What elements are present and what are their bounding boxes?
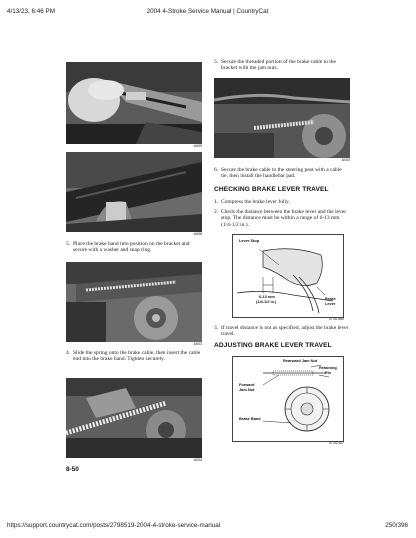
photo-jam-nuts: [214, 78, 350, 158]
print-timestamp: 4/13/23, 6:46 PM: [7, 8, 55, 15]
diagram-brake-adjustment: [232, 356, 344, 442]
label-range-mm: 6-13 mm: [259, 294, 275, 299]
print-url: https://support.countrycat.com/posts/2798519-2004-4-stroke-service-manual: [7, 522, 221, 529]
print-footer: [7, 522, 408, 532]
figure-code: A003: [193, 342, 202, 346]
step-adjust-if-needed: 3. If travel distance is not as specified, adjust the brake lever travel.: [214, 325, 349, 338]
step-slide-spring: 4. Slide the spring onto the brake cable, then insert the cable end into the brake band. Tighten securely.: [66, 350, 201, 363]
heading-checking-brake-lever-travel: CHECKING BRAKE LEVER TRAVEL: [214, 186, 329, 193]
figure-code: 0735-457: [328, 441, 344, 445]
print-page-counter: 250/396: [385, 522, 408, 529]
figure-code: A004: [193, 458, 202, 462]
print-title: 2004 4-Stroke Service Manual | CountryCat: [146, 8, 269, 15]
label-retaining-pin-line1: Retaining: [319, 365, 337, 370]
step-secure-cable-tie: 6. Secure the brake cable to the steering post with a cable tie; then install the handlebar pad.: [214, 167, 342, 180]
print-header: [7, 8, 408, 18]
label-lever-stop: Lever Stop: [239, 238, 260, 243]
step-place-brake-band: 5. Place the brake band into position on the bracket and secure with a washer and snap ring.: [66, 241, 190, 254]
step-compress-lever: 1. Compress the brake lever fully.: [214, 199, 290, 205]
label-range-in: (1/4-1/2 in.): [256, 299, 277, 304]
label-retaining-pin-line2: Pin: [325, 370, 332, 375]
photo-brake-band-bracket: [66, 262, 202, 342]
photo-hand-brake-cable: [66, 62, 202, 144]
page-number: 8-50: [66, 466, 79, 473]
step-check-distance: 2. Check the distance between the brake lever and the lever stop. The distance must be within a range of 6-13 mm (1/4-1/2 in.).: [214, 209, 347, 228]
label-brake-lever-line1: Brake: [325, 296, 336, 301]
label-forward-jam-nut-line2: Jam Nut: [239, 387, 255, 392]
figure-code: A999: [193, 144, 202, 148]
heading-adjusting-brake-lever-travel: ADJUSTING BRAKE LEVER TRAVEL: [214, 342, 332, 349]
figure-code: 0735-560: [328, 317, 344, 321]
label-rearward-jam-nut: Rearward Jam Nut: [283, 358, 318, 363]
figure-code: A998: [193, 232, 202, 236]
step-secure-threaded-cable: 5. Secure the threaded portion of the brake cable to the bracket with the jam nuts.: [214, 59, 336, 72]
label-brake-band: Brake Band: [239, 416, 261, 421]
photo-handlebar: [66, 152, 202, 232]
diagram-lever-travel: [232, 234, 344, 318]
label-brake-lever-line2: Lever: [325, 301, 336, 306]
figure-code: A000: [341, 158, 350, 162]
label-forward-jam-nut-line1: Forward: [239, 382, 255, 387]
photo-spring-cable: [66, 378, 202, 458]
